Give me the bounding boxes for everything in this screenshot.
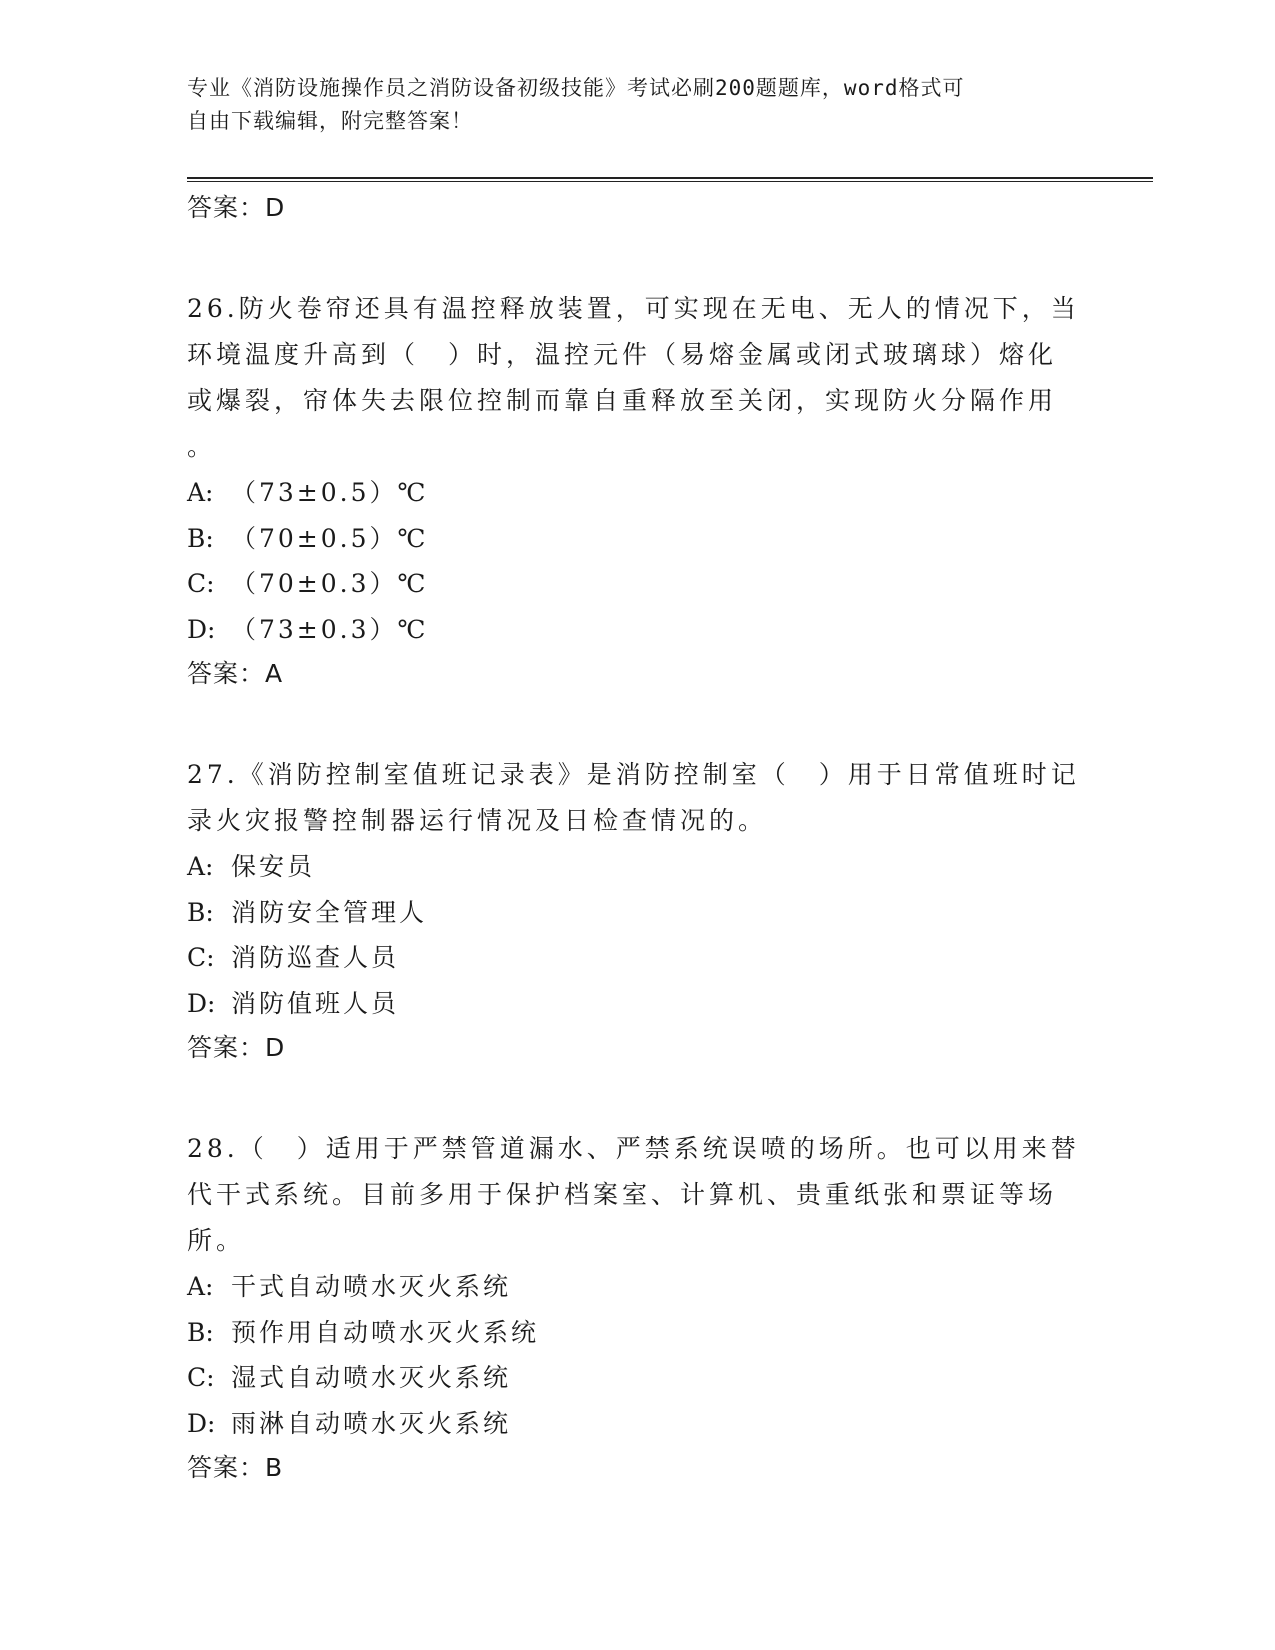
question-text: [187, 1126, 1087, 1264]
option-b: [187, 890, 1087, 936]
header-line-1: 专业《消防设施操作员之消防设备初级技能》考试必刷200题题库，word格式可: [187, 76, 965, 100]
option-key: D:: [187, 614, 216, 644]
question-line: 环境温度升高到（ ）时，温控元件（易熔金属或闭式玻璃球）熔化: [187, 340, 1058, 369]
option-text: 预作用自动喷水灭火系统: [231, 1317, 540, 1347]
option-key: A:: [187, 852, 214, 881]
question-text: [187, 286, 1087, 470]
answer-label: 答案：A: [187, 659, 284, 688]
option-text: （73±0.5）℃: [231, 478, 429, 507]
option-text: （70±0.5）℃: [231, 523, 429, 553]
option-text: 消防值班人员: [231, 988, 400, 1018]
option-c: [187, 935, 1087, 981]
document-body: [187, 186, 1087, 1490]
question-26: [187, 286, 1087, 696]
option-text: 干式自动喷水灭火系统: [231, 1272, 512, 1301]
header-line-2: 自由下载编辑，附完整答案！: [187, 109, 473, 133]
question-line: 28.（ ）适用于严禁管道漏水、严禁系统误喷的场所。也可以用来替: [187, 1134, 1080, 1163]
question-28: [187, 1126, 1087, 1490]
option-text: 消防安全管理人: [231, 897, 428, 927]
option-c: [187, 1355, 1087, 1401]
question-line: 录火灾报警控制器运行情况及日检查情况的。: [187, 806, 768, 835]
option-d: [187, 607, 1087, 653]
option-a: [187, 844, 1087, 890]
question-line: 所。: [187, 1226, 246, 1255]
option-text: （70±0.3）℃: [231, 569, 429, 598]
option-text: 保安员: [231, 852, 316, 881]
option-key: B:: [187, 1317, 214, 1347]
option-b: [187, 1310, 1087, 1356]
option-key: C:: [187, 569, 215, 598]
option-key: C:: [187, 1363, 215, 1392]
option-text: （73±0.3）℃: [231, 614, 429, 644]
option-d: [187, 1401, 1087, 1447]
option-text: 消防巡查人员: [231, 943, 400, 972]
option-key: D:: [187, 1408, 216, 1438]
option-key: A:: [187, 478, 214, 507]
answer-label: 答案：B: [187, 1453, 284, 1482]
option-key: A:: [187, 1272, 214, 1301]
option-text: 雨淋自动喷水灭火系统: [231, 1408, 512, 1438]
question-27: [187, 752, 1087, 1070]
question-line: 代干式系统。目前多用于保护档案室、计算机、贵重纸张和票证等场: [187, 1180, 1058, 1209]
option-a: [187, 1264, 1087, 1310]
question-line: 27.《消防控制室值班记录表》是消防控制室（ ）用于日常值班时记: [187, 760, 1080, 789]
option-c: [187, 561, 1087, 607]
question-line: 26.防火卷帘还具有温控释放装置，可实现在无电、无人的情况下，当: [187, 294, 1080, 323]
answer-label: 答案：D: [187, 1033, 286, 1062]
option-a: [187, 470, 1087, 516]
option-b: [187, 516, 1087, 562]
previous-answer: 答案：D: [187, 193, 286, 222]
option-key: B:: [187, 523, 214, 553]
question-line: 或爆裂，帘体失去限位控制而靠自重释放至关闭，实现防火分隔作用: [187, 386, 1058, 415]
header-divider: [187, 177, 1153, 182]
question-text: [187, 752, 1087, 844]
page-header: [187, 72, 1067, 138]
question-line: 。: [187, 432, 217, 461]
option-key: C:: [187, 943, 215, 972]
option-d: [187, 981, 1087, 1027]
option-text: 湿式自动喷水灭火系统: [231, 1363, 512, 1392]
option-key: B:: [187, 897, 214, 927]
option-key: D:: [187, 988, 216, 1018]
